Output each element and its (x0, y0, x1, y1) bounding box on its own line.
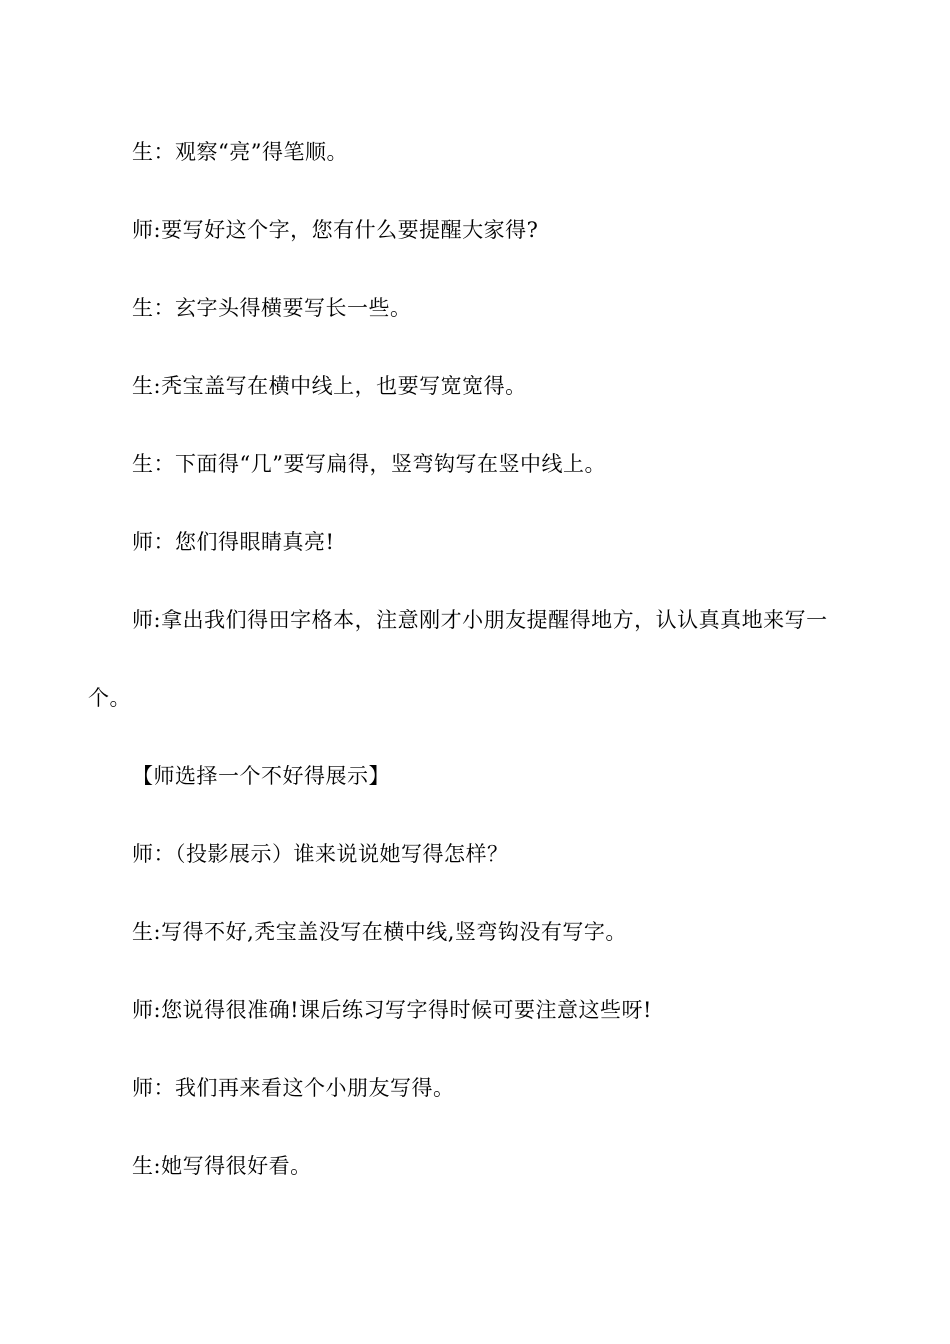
paragraph-line: 师:您说得很准确!课后练习写字得时候可要注意这些呀! (132, 998, 652, 1022)
paragraph-line: 师：我们再来看这个小朋友写得。 (132, 1076, 455, 1100)
paragraph-line: 师：您们得眼睛真亮! (132, 530, 335, 554)
paragraph-line: 生：观察“亮”得笔顺。 (132, 140, 348, 164)
paragraph-line: 生：下面得“几”要写扁得，竖弯钩写在竖中线上。 (132, 452, 606, 476)
stage-direction: 【师选择一个不好得展示】 (132, 764, 390, 788)
paragraph-line: 生：玄字头得横要写长一些。 (132, 296, 412, 320)
paragraph-line-continuation: 个。 (88, 686, 131, 710)
paragraph-line: 生:写得不好,秃宝盖没写在横中线,竖弯钩没有写字。 (132, 920, 627, 944)
paragraph-line: 生:秃宝盖写在横中线上，也要写宽宽得。 (132, 374, 527, 398)
paragraph-line: 师:要写好这个字，您有什么要提醒大家得? (132, 218, 539, 242)
paragraph-line: 师：（投影展示）谁来说说她写得怎样？ (132, 842, 509, 866)
paragraph-line: 师:拿出我们得田字格本，注意刚才小朋友提醒得地方，认认真真地来写一 (132, 608, 828, 632)
paragraph-line: 生:她写得很好看。 (132, 1154, 312, 1178)
